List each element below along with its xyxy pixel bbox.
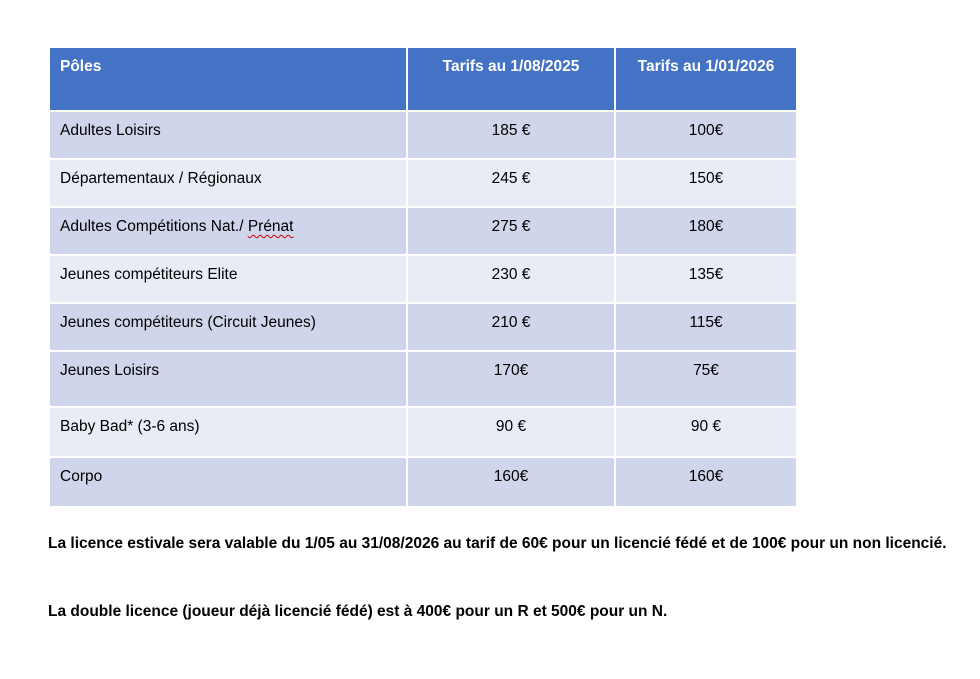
spellcheck-word: Prénat xyxy=(247,218,294,235)
pole-cell: Jeunes compétiteurs Elite xyxy=(49,255,407,303)
pole-cell: Adultes Loisirs xyxy=(49,111,407,159)
table-row xyxy=(49,457,797,507)
table-row xyxy=(49,255,797,303)
double-licence-note: La double licence (joueur déjà licencié fédé) est à 400€ pour un R et 500€ pour un N. xyxy=(48,603,668,620)
table-row xyxy=(49,303,797,351)
pole-cell: Baby Bad* (3-6 ans) xyxy=(49,407,407,457)
header-tarif-2026: Tarifs au 1/01/2026 xyxy=(615,47,797,111)
tarif-2026-cell: 180€ xyxy=(615,207,797,255)
tarif-2025-cell: 160€ xyxy=(407,457,615,507)
tarif-2025-cell: 185 € xyxy=(407,111,615,159)
tarif-2026-cell: 115€ xyxy=(615,303,797,351)
tarifs-table xyxy=(48,46,798,508)
table-row xyxy=(49,407,797,457)
tarif-2026-cell: 100€ xyxy=(615,111,797,159)
pole-cell: Jeunes Loisirs xyxy=(49,351,407,407)
header-poles: Pôles xyxy=(49,47,407,111)
pole-cell: Départementaux / Régionaux xyxy=(49,159,407,207)
tarif-2026-cell: 75€ xyxy=(615,351,797,407)
pole-text: Adultes Compétitions Nat./ xyxy=(60,218,248,235)
tarif-2025-cell: 170€ xyxy=(407,351,615,407)
pole-cell xyxy=(49,207,407,255)
pole-cell: Jeunes compétiteurs (Circuit Jeunes) xyxy=(49,303,407,351)
tarif-2026-cell: 135€ xyxy=(615,255,797,303)
tarif-2025-cell: 210 € xyxy=(407,303,615,351)
table-row xyxy=(49,351,797,407)
table-row xyxy=(49,159,797,207)
summer-licence-note: La licence estivale sera valable du 1/05 au 31/08/2026 au tarif de 60€ pour un licencié fédé et de 100€ pour un non licencié. xyxy=(48,535,947,552)
tarif-2026-cell: 150€ xyxy=(615,159,797,207)
tarif-2025-cell: 275 € xyxy=(407,207,615,255)
tarif-2026-cell: 90 € xyxy=(615,407,797,457)
table-row xyxy=(49,111,797,159)
table-row xyxy=(49,207,797,255)
tarif-2026-cell: 160€ xyxy=(615,457,797,507)
pole-cell: Corpo xyxy=(49,457,407,507)
tarif-2025-cell: 90 € xyxy=(407,407,615,457)
table-header-row xyxy=(49,47,797,111)
header-tarif-2025: Tarifs au 1/08/2025 xyxy=(407,47,615,111)
tarif-2025-cell: 245 € xyxy=(407,159,615,207)
tarif-2025-cell: 230 € xyxy=(407,255,615,303)
